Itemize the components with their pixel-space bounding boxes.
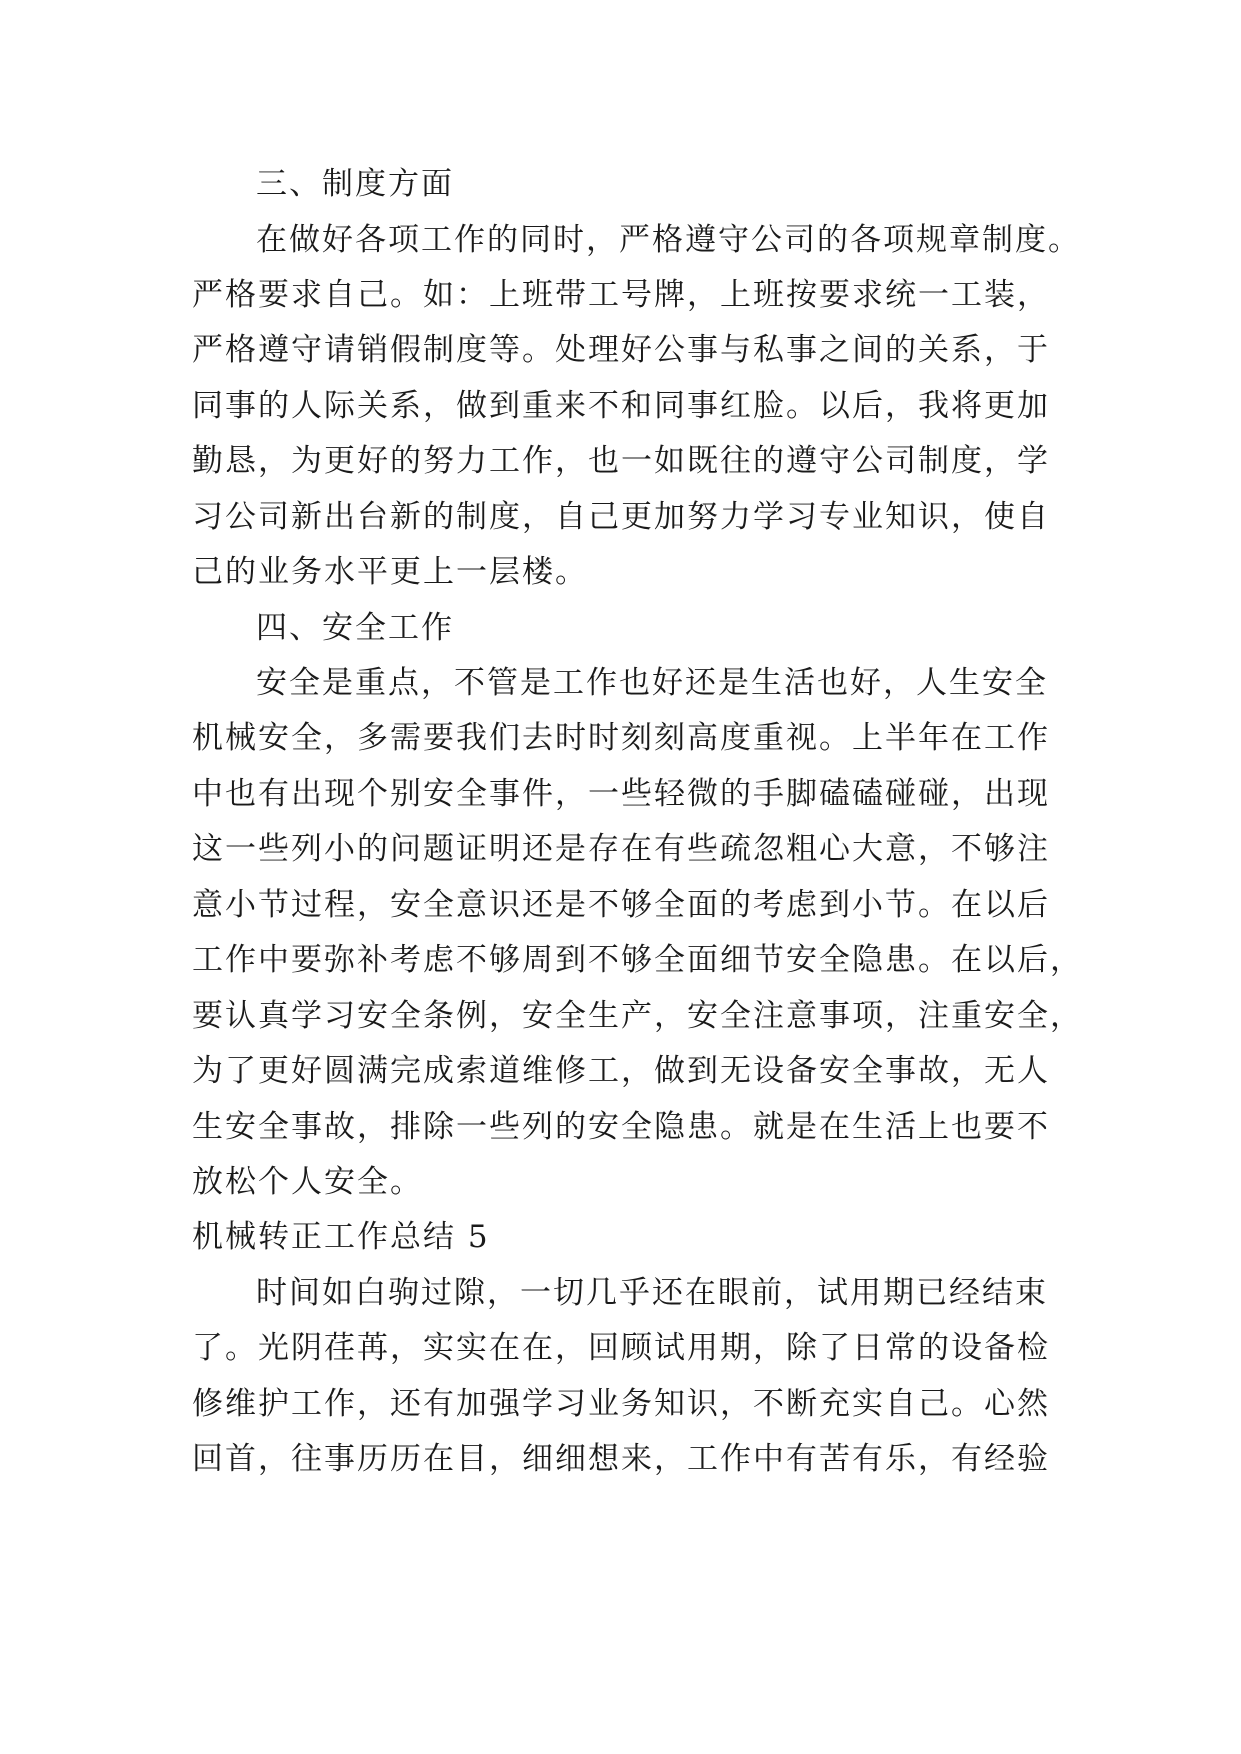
paragraph-line: 回首，往事历历在目，细细想来，工作中有苦有乐，有经验 <box>192 1441 1050 1477</box>
paragraph-line: 意小节过程，安全意识还是不够全面的考虑到小节。在以后 <box>192 887 1050 923</box>
section-heading-safety: 四、安全工作 <box>256 610 454 646</box>
paragraph-line: 安全是重点，不管是工作也好还是生活也好，人生安全 <box>256 665 1048 701</box>
paragraph-line: 为了更好圆满完成索道维修工，做到无设备安全事故，无人 <box>192 1053 1050 1089</box>
paragraph-line: 这一些列小的问题证明还是存在有些疏忽粗心大意，不够注 <box>192 831 1050 867</box>
paragraph-line: 严格遵守请销假制度等。处理好公事与私事之间的关系，于 <box>192 332 1050 368</box>
paragraph-line: 时间如白驹过隙，一切几乎还在眼前，试用期已经结束 <box>256 1275 1048 1311</box>
paragraph-line: 严格要求自己。如：上班带工号牌，上班按要求统一工装， <box>192 277 1050 313</box>
paragraph-line: 同事的人际关系，做到重来不和同事红脸。以后，我将更加 <box>192 388 1050 424</box>
paragraph-line: 了。光阴荏苒，实实在在，回顾试用期，除了日常的设备检 <box>192 1330 1050 1366</box>
paragraph-line: 放松个人安全。 <box>192 1164 423 1200</box>
paragraph-line: 生安全事故，排除一些列的安全隐患。就是在生活上也要不 <box>192 1109 1050 1145</box>
document-title: 机械转正工作总结 5 <box>192 1219 490 1255</box>
paragraph-line: 机械安全，多需要我们去时时刻刻高度重视。上半年在工作 <box>192 720 1050 756</box>
paragraph-line: 在做好各项工作的同时，严格遵守公司的各项规章制度。 <box>256 222 1081 258</box>
paragraph-line: 勤恳，为更好的努力工作，也一如既往的遵守公司制度，学 <box>192 443 1050 479</box>
paragraph-line: 己的业务水平更上一层楼。 <box>192 554 588 590</box>
paragraph-line: 习公司新出台新的制度，自己更加努力学习专业知识，使自 <box>192 499 1050 535</box>
paragraph-line: 中也有出现个别安全事件，一些轻微的手脚磕磕碰碰，出现 <box>192 776 1050 812</box>
paragraph-line: 修维护工作，还有加强学习业务知识，不断充实自己。心然 <box>192 1386 1050 1422</box>
paragraph-line: 要认真学习安全条例，安全生产，安全注意事项，注重安全， <box>192 998 1083 1034</box>
section-heading-system: 三、制度方面 <box>256 166 454 202</box>
paragraph-line: 工作中要弥补考虑不够周到不够全面细节安全隐患。在以后， <box>192 942 1083 978</box>
